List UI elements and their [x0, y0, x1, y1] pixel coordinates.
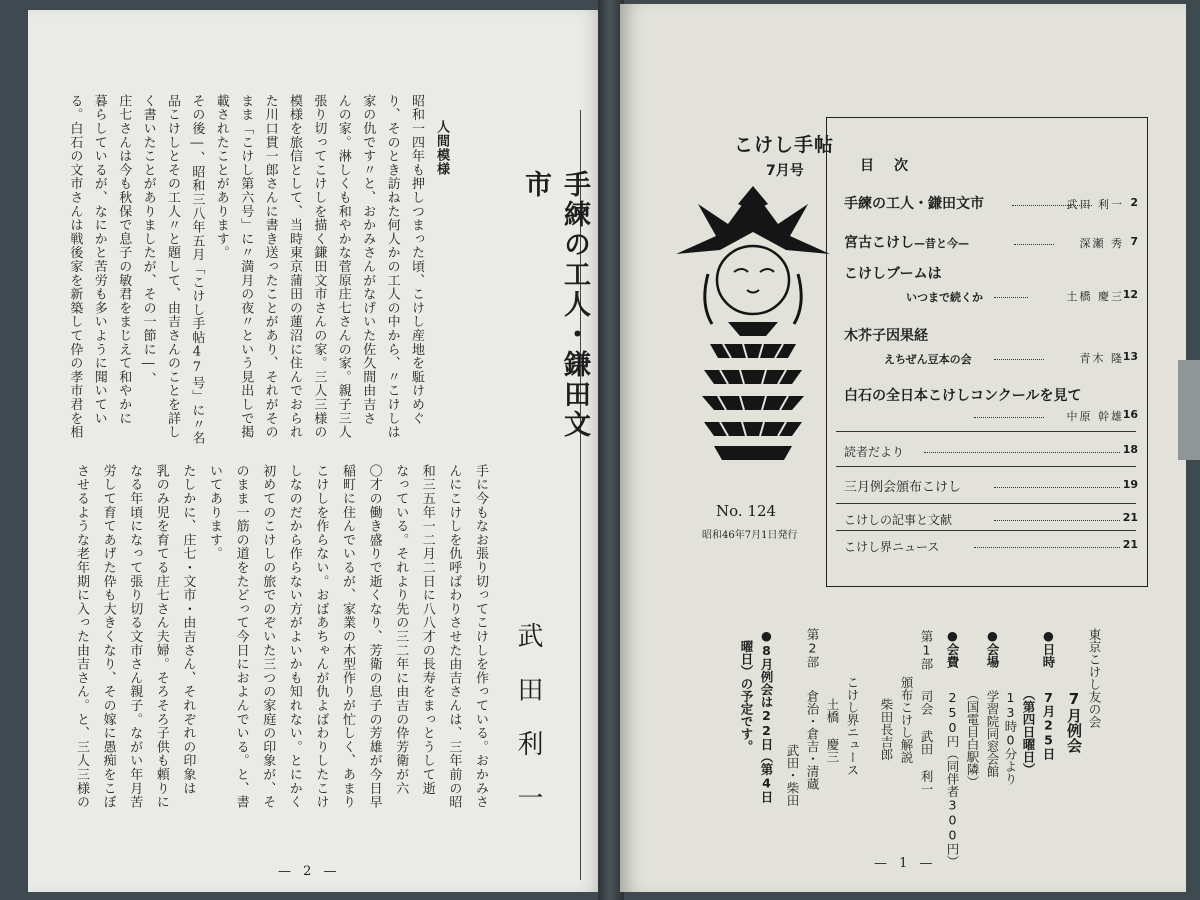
- text-column: 労して育てあげた伜も大きくなり、その嫁に愚痴をこぼ: [100, 464, 116, 809]
- text-column: 暮らしているが、なにかと苦労も多いように聞いてい: [91, 94, 107, 426]
- text-column: 品こけしとその工人〃と題して、由吉さんのことを詳し: [165, 94, 180, 439]
- meeting-next-notice-cont: 曜日）の予定です。: [739, 640, 754, 753]
- meeting-fee: 250円（同伴者300円）: [945, 690, 960, 868]
- meeting-next-notice: ●8月例会は22日（第4日: [759, 628, 774, 803]
- toc-entry-title: こけしの記事と文献: [844, 513, 953, 527]
- toc-entry-page: 2: [1130, 196, 1138, 209]
- toc-entry-author: 土橋 慶三: [1066, 290, 1124, 303]
- left-page: [28, 10, 606, 892]
- toc-entry[interactable]: [844, 325, 1138, 367]
- meeting-part2-p2: 倉治・倉吉・清蔵: [805, 690, 820, 790]
- meeting-part2-p3: 武田・柴田: [785, 744, 800, 807]
- toc-entry-title: 手練の工人・鎌田文市: [844, 196, 984, 212]
- toc-entry-title: 三月例会頒布こけし: [844, 480, 962, 495]
- kokeshi-doll-illustration: [668, 184, 838, 464]
- toc-leader: [994, 520, 1120, 521]
- text-column: 家の仇です〃と、おかみさんがなげいた佐久間由吉さ: [360, 94, 376, 426]
- meeting-org: 東京こけし友の会: [1087, 628, 1102, 728]
- toc-leader: [974, 547, 1120, 548]
- toc-entry-title: こけし界ニュース: [844, 540, 940, 554]
- toc-leader: [994, 487, 1120, 488]
- toc-entry-subtitle: —昔と今—: [914, 237, 969, 250]
- text-column: させるような老年期に入った由吉さん。と、三人三様の: [74, 464, 89, 809]
- page-tab-marker: [1178, 360, 1200, 460]
- toc-leader: [974, 417, 1044, 418]
- toc-entry-author: 青木 隆: [1079, 352, 1124, 365]
- issue-month: 7月号: [766, 163, 804, 179]
- toc-divider: [836, 431, 1136, 432]
- text-column: 張り切ってこけしを描く鎌田文市さんの家。三人三様の: [311, 94, 327, 439]
- article-author: 武田利一: [513, 622, 543, 838]
- text-column: 和三五年一二月二日に八八才の長寿をまっとうして逝: [419, 464, 435, 796]
- meeting-part2-item: こけし界ニュース: [845, 676, 860, 776]
- text-column: のまま一筋の道をたどって今日におよんでいる。と、書: [233, 464, 249, 809]
- text-column: た川口貫一郎さんに書き送ったことがあり、それがその: [262, 94, 278, 439]
- toc-entry[interactable]: [844, 441, 1138, 460]
- text-column: んの家。淋しくも和やかな菅原庄七さんの家。親子三人: [335, 94, 351, 439]
- meeting-venue: 学習院同窓会館: [985, 690, 1000, 778]
- toc-divider: [836, 503, 1136, 504]
- toc-entry[interactable]: [844, 476, 1138, 495]
- meeting-part2-label: 第2部: [805, 628, 820, 668]
- text-column: く書いたことがありましたが、その一節に―、: [140, 94, 156, 386]
- toc-entry-author: 深瀬 秀: [1079, 237, 1124, 250]
- text-column: んにこけしを仇呼ばわりさせた由吉さんは、三年前の昭: [446, 464, 462, 809]
- toc-entry-page: 18: [1122, 443, 1138, 456]
- text-column: り、そのとき訪ねた何人かの工人の中から、〃こけしは: [384, 94, 400, 439]
- text-column: る。白石の文市さんは戦後家を新築して伜の孝市君を相: [67, 94, 83, 439]
- meeting-part1-host: 司会 武田 利一: [919, 690, 934, 795]
- text-column: 載されたことがあります。: [213, 94, 229, 260]
- toc-entry-page: 19: [1122, 478, 1138, 491]
- meeting-venue-label: ●会場: [985, 628, 1000, 668]
- text-column: しなのだから作らない方がよいかも知れない。とにかく: [286, 464, 302, 809]
- text-column: いてあります。: [207, 464, 222, 561]
- section-heading: 人間模様: [434, 120, 449, 176]
- text-column: 稲町に住んでいるが、家業の木型作りが忙しく、あまり: [340, 464, 355, 809]
- toc-leader: [924, 452, 1120, 453]
- text-column: たしかに、庄七・文市・由吉さん、それぞれの印象は: [180, 464, 196, 796]
- meeting-part2-p1: 土橋 慶三: [825, 698, 840, 763]
- toc-entry[interactable]: [844, 509, 1138, 528]
- toc-leader: [1014, 244, 1054, 245]
- toc-entry-page: 13: [1122, 350, 1138, 363]
- toc-entry-subtitle: えちぜん豆本の会: [884, 353, 972, 366]
- page-number: — 2 —: [278, 864, 341, 879]
- text-column: その後―、昭和三八年五月「こけし手帖47号」に〃名: [189, 94, 205, 445]
- toc-entry-subtitle: いつまで続くか: [906, 291, 983, 304]
- right-page-number: — 1 —: [874, 856, 937, 871]
- toc-entry-title: こけしブームは: [844, 266, 942, 282]
- text-column: 〇才の働き盛りで逝くなり、芳衛の息子の芳雄が今日早: [366, 464, 382, 809]
- toc-leader: [994, 359, 1044, 360]
- meeting-title: 7月例会: [1065, 690, 1083, 753]
- article-title: 手練の工人・鎌田文市: [520, 170, 590, 440]
- meeting-date-label: ●日時: [1041, 628, 1056, 668]
- toc-divider: [836, 466, 1136, 467]
- toc-entry-page: 12: [1122, 288, 1138, 301]
- issue-number: No. 124: [716, 502, 777, 520]
- magazine-title: こけし手帖: [734, 134, 835, 156]
- meeting-part1-label: 第1部: [919, 630, 934, 670]
- meeting-date: 7月25日: [1041, 690, 1056, 760]
- meeting-part1-person: 柴田長吉郎: [879, 698, 894, 761]
- toc-entry[interactable]: [844, 232, 1138, 252]
- toc-entry-title: 宮古こけし: [844, 235, 914, 251]
- text-column: 手に今もなお張り切ってこけしを作っている。おかみさ: [473, 464, 488, 809]
- meeting-venue-note: （国電目白駅隣）: [965, 688, 980, 788]
- meeting-time: 13時0分より: [1003, 690, 1018, 785]
- meeting-weekday: （第四日曜日）: [1021, 688, 1036, 776]
- text-column: 昭和一四年も押しつまった頃、こけし産地を駈けめぐ: [409, 94, 424, 426]
- toc-entry-title: 白石の全日本こけしコンクールを見て: [844, 388, 1082, 404]
- toc-entry-title: 木芥子因果経: [844, 328, 928, 344]
- toc-entry[interactable]: [844, 385, 1138, 423]
- text-column: 庄七さんは今も秋保で息子の敏君をまじえて和やかに: [116, 94, 132, 426]
- issue-date: 昭和46年7月1日発行: [702, 530, 798, 541]
- meeting-part1-item: 頒布こけし解説: [899, 676, 914, 764]
- text-column: まま「こけし第六号」に〃満月の夜〃という見出しで掲: [238, 94, 254, 439]
- toc-entry-page: 7: [1130, 235, 1138, 248]
- meeting-fee-label: ●会費: [945, 628, 960, 668]
- toc-entry-page: 21: [1122, 538, 1138, 551]
- toc-entry-author: 中原 幹雄: [1066, 410, 1124, 423]
- toc-leader: [994, 297, 1028, 298]
- toc-entry[interactable]: [844, 536, 1138, 555]
- toc-entry-page: 16: [1122, 408, 1138, 421]
- text-column: こけしを作らない。おばあちゃんが仇よばわりしたこけ: [313, 464, 329, 809]
- text-column: なっている。それより先の三二年に由吉の伜芳衛が六: [393, 464, 409, 796]
- toc-entry-author: 武田 利一: [1066, 198, 1124, 211]
- text-column: なる年頃になって張り切る文市さん親子。ながい年月苦: [127, 464, 143, 809]
- toc-divider: [836, 530, 1136, 531]
- toc-entry-title: 読者だより: [844, 445, 905, 459]
- toc-entry[interactable]: [844, 263, 1138, 305]
- text-column: 初めてのこけしの旅でのぞいた三つの家庭の印象が、そ: [260, 464, 276, 809]
- toc-heading: 目次: [860, 158, 928, 174]
- toc-entry[interactable]: [844, 193, 1138, 213]
- text-column: 模様を旅信として、当時東京蒲田の蓮沼に住んでおられ: [287, 94, 302, 439]
- toc-entry-page: 21: [1122, 511, 1138, 524]
- text-column: 乳のみ児を育てる庄七さん夫婦。そろそろ子供も頼りに: [153, 464, 169, 809]
